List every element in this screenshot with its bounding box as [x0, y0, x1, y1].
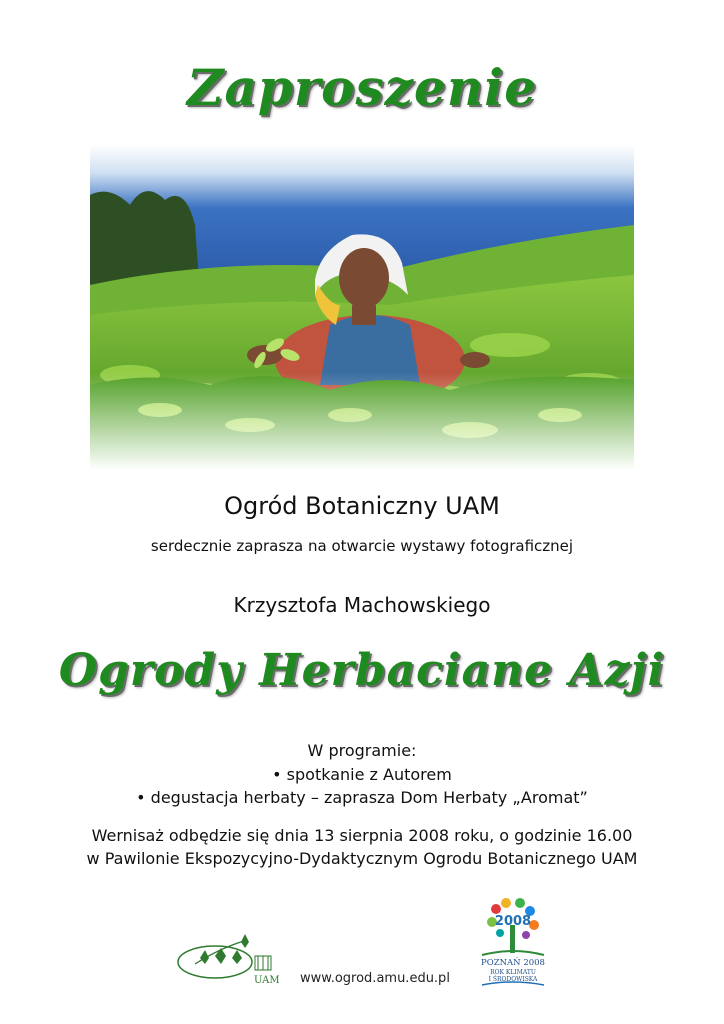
organizer-name: Ogród Botaniczny UAM — [224, 492, 500, 520]
exhibition-title: Ogrody Herbaciane Azji — [58, 645, 666, 696]
vernissage-date: Wernisaż odbędzie się dnia 13 sierpnia 2008 roku, o godzinie 16.00 — [91, 826, 633, 845]
poznan-logo-line1: POZNAŃ 2008 — [481, 958, 545, 968]
program-item: • degustacja herbaty – zaprasza Dom Herbaty „Aromat” — [136, 788, 588, 807]
invitation-title: Zaproszenie — [186, 58, 538, 117]
program-item: • spotkanie z Autorem — [272, 765, 452, 784]
author-name: Krzysztofa Machowskiego — [233, 593, 491, 617]
poznan-2008-climate-year-logo — [474, 895, 552, 990]
poznan-logo-line2: ROK KLIMATU — [490, 969, 536, 976]
poznan-logo-line3: I ŚRODOWISKA — [488, 976, 538, 983]
uam-logo-text: UAM — [254, 975, 280, 986]
program-heading: W programie: — [307, 741, 417, 760]
vernissage-location: w Pawilonie Ekspozycyjno-Dydaktycznym Ogrodu Botanicznego UAM — [86, 849, 638, 868]
poznan-logo-year: 2008 — [494, 914, 532, 929]
invite-text: serdecznie zaprasza na otwarcie wystawy fotograficznej — [150, 537, 574, 555]
tea-plantation-photo — [90, 145, 634, 470]
uam-botanical-garden-logo — [175, 928, 280, 990]
website-url: www.ogrod.amu.edu.pl — [300, 971, 450, 986]
